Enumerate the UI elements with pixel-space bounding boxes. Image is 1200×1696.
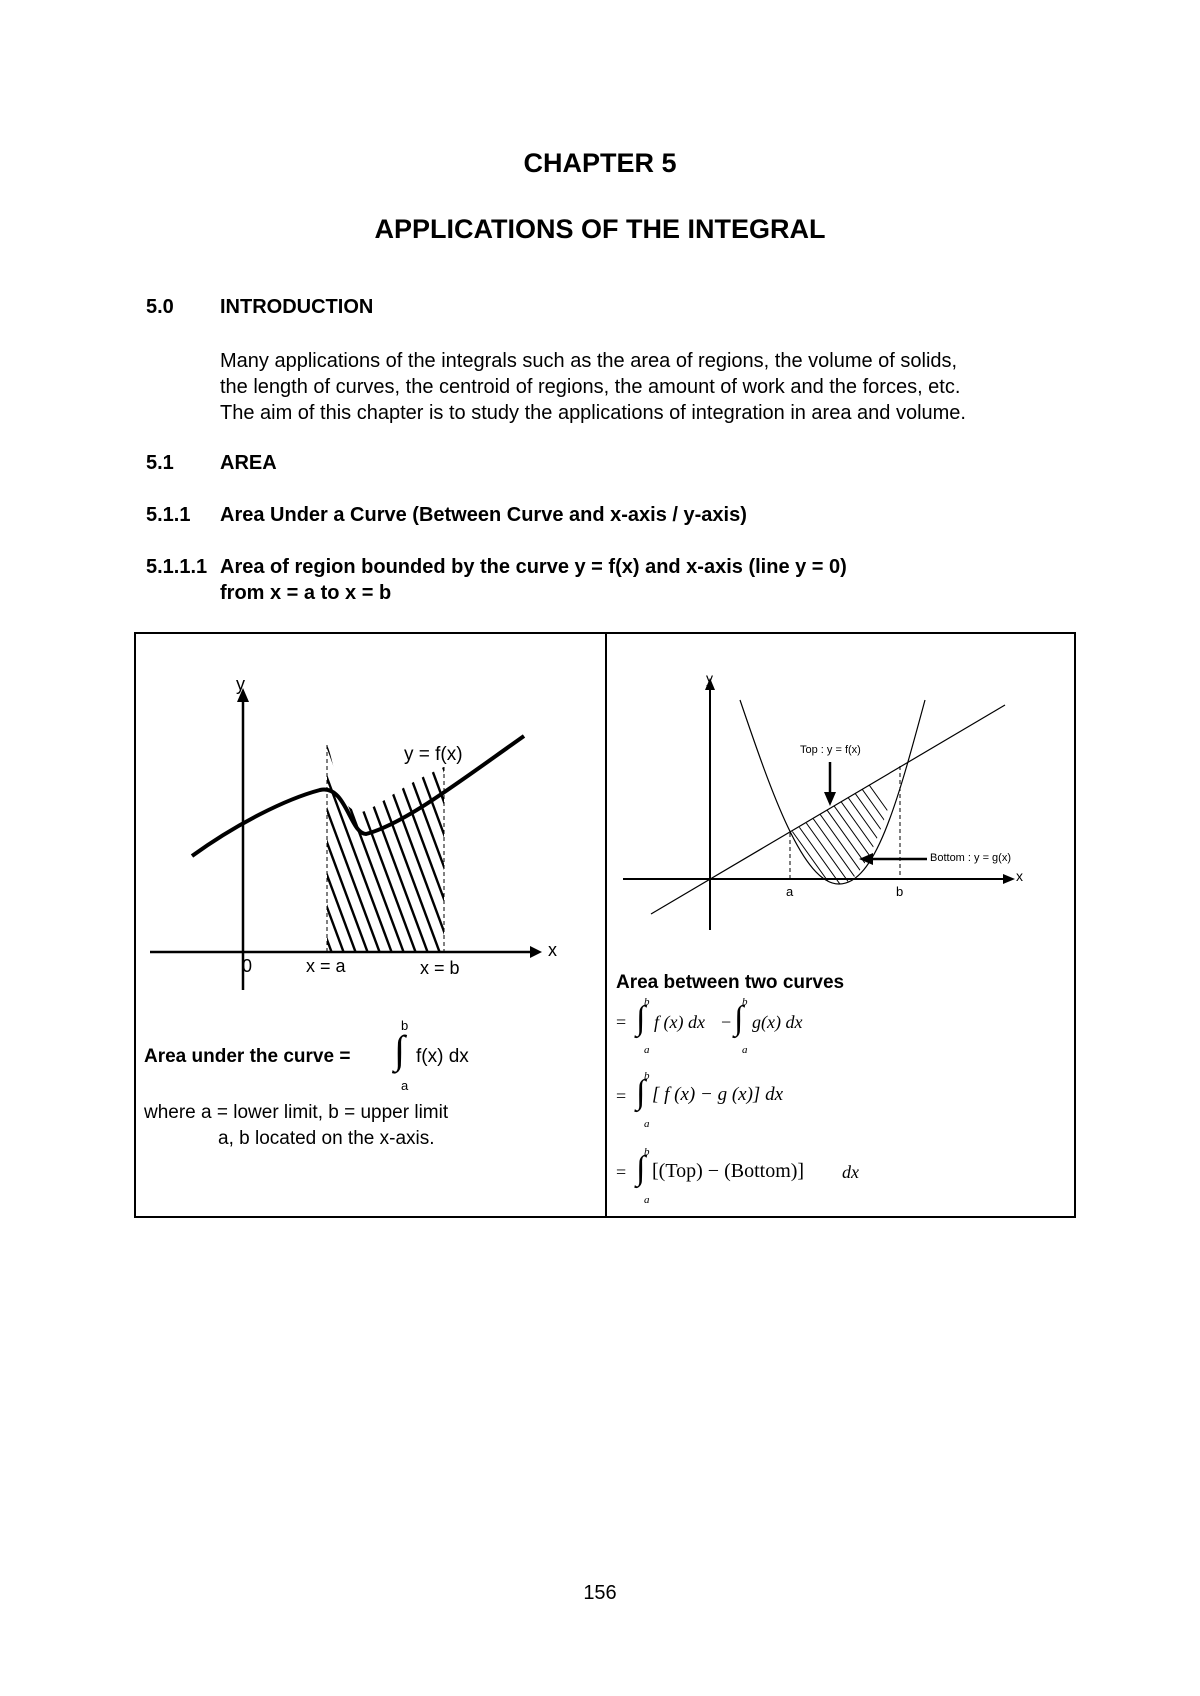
page-number: 156	[583, 1582, 617, 1604]
integral-lower-limit: a	[401, 1078, 409, 1093]
section-title-area: AREA	[220, 452, 277, 474]
section-number-area: 5.1	[146, 452, 174, 474]
eq1-minus: −	[721, 1012, 732, 1032]
bottom-arrow-head-icon	[859, 853, 873, 865]
bottom-curve-label: Bottom : y = g(x)	[930, 852, 1011, 864]
integral-sign-icon: ∫	[394, 1027, 405, 1072]
intro-line: Many applications of the integrals such as the area of regions, the volume of solids,	[220, 350, 958, 372]
chapter-heading: CHAPTER 5	[523, 148, 677, 178]
intro-line: the length of curves, the centroid of regions, the amount of work and the forces, etc.	[220, 376, 961, 398]
equals-sign: =	[616, 1162, 627, 1182]
chapter-title: APPLICATIONS OF THE INTEGRAL	[374, 214, 826, 244]
subsection-title: Area Under a Curve (Between Curve and x-axis / y-axis)	[220, 504, 747, 526]
eq3-upper-limit: b	[644, 1146, 650, 1158]
area-between-heading: Area between two curves	[616, 972, 845, 993]
eq1-upper-limit: b	[644, 996, 650, 1008]
section-number-intro: 5.0	[146, 296, 174, 318]
eq3-lower-limit: a	[644, 1194, 650, 1206]
line-g	[651, 705, 1005, 914]
integral-sign-icon: ∫	[636, 1000, 646, 1037]
integrand: f(x) dx	[416, 1046, 469, 1067]
area-formula-prefix: Area under the curve =	[144, 1046, 351, 1067]
eq1-term1: f (x) dx	[654, 1012, 705, 1032]
integral-sign-icon: ∫	[636, 1074, 646, 1111]
subsection-number: 5.1.1	[146, 504, 191, 526]
area-under-curve-diagram	[136, 634, 604, 994]
eq3-dx: dx	[842, 1162, 859, 1182]
top-arrow-head-icon	[824, 792, 836, 806]
shaded-region-between	[717, 754, 947, 894]
subsubsection-number: 5.1.1.1	[146, 556, 208, 578]
integral-upper-limit: b	[401, 1018, 409, 1033]
x-axis-arrow-icon	[530, 946, 542, 958]
section-title-intro: INTRODUCTION	[220, 296, 374, 318]
eq2-upper-limit: b	[644, 1070, 650, 1082]
y-axis-label: y	[236, 674, 245, 694]
limits-explanation-line2: a, b located on the x-axis.	[218, 1128, 435, 1149]
y-axis-label: y	[706, 670, 713, 686]
shaded-region	[224, 694, 516, 964]
eq1b-upper-limit: b	[742, 996, 748, 1008]
equals-sign: =	[616, 1086, 627, 1106]
intro-paragraph	[220, 348, 1120, 426]
subsubsection-title-line1: Area of region bounded by the curve y = f(x) and x-axis (line y = 0)	[220, 556, 847, 578]
x-equals-b-label: x = b	[420, 958, 460, 978]
x-axis-label: x	[548, 940, 557, 960]
eq1-lower-limit: a	[644, 1044, 650, 1056]
eq2-lower-limit: a	[644, 1118, 650, 1130]
integral-sign-icon: ∫	[636, 1150, 646, 1187]
eq1-term2: g(x) dx	[752, 1012, 803, 1032]
subsubsection-title-line2: from x = a to x = b	[220, 582, 392, 604]
b-label: b	[896, 884, 904, 899]
eq1b-lower-limit: a	[742, 1044, 748, 1056]
limits-explanation-line1: where a = lower limit, b = upper limit	[144, 1102, 449, 1123]
figure-box	[134, 632, 1076, 1218]
equals-sign: =	[616, 1012, 627, 1032]
top-curve-label: Top : y = f(x)	[800, 744, 861, 756]
area-between-curves-diagram	[607, 634, 1075, 934]
x-axis-arrow-icon	[1003, 874, 1015, 884]
integral-sign-icon: ∫	[734, 1000, 744, 1037]
origin-label: 0	[242, 956, 253, 976]
x-equals-a-label: x = a	[306, 956, 346, 976]
eq2-integrand: [ f (x) − g (x)] dx	[652, 1084, 783, 1105]
intro-line: The aim of this chapter is to study the applications of integration in area and volume.	[220, 402, 966, 424]
curve-label: y = f(x)	[404, 744, 463, 765]
x-axis-label: x	[1016, 868, 1023, 884]
a-label: a	[786, 884, 794, 899]
eq3-integrand: [(Top) − (Bottom)]	[652, 1160, 805, 1182]
